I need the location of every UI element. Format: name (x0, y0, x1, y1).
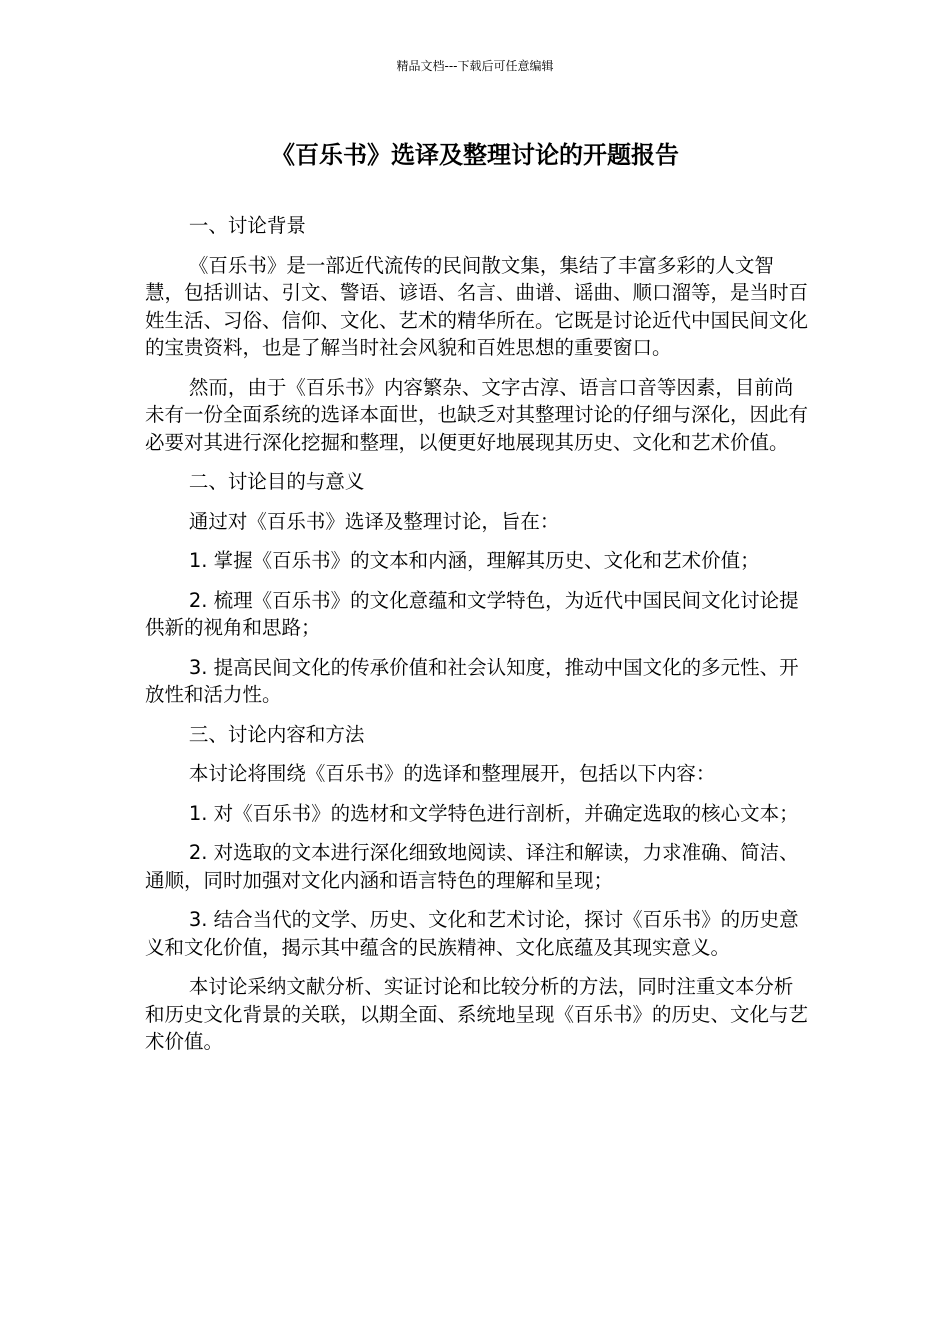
section-heading-content-method: 三、讨论内容和方法 (188, 722, 365, 746)
list-item-purpose-2: 2. 梳理《百乐书》的文化意蕴和文学特色，为近代中国民间文化讨论提供新的视角和思路； (145, 588, 799, 639)
list-item-purpose-3: 3. 提高民间文化的传承价值和社会认知度，推动中国文化的多元性、开放性和活力性。 (145, 655, 799, 706)
paragraph-method: 本讨论采纳文献分析、实证讨论和比较分析的方法，同时注重文本分析和历史文化背景的关联，以期全面、系统地呈现《百乐书》的历史、文化与艺术价值。 (145, 975, 809, 1053)
document-body (145, 212, 810, 1068)
list-item-content-2: 2. 对选取的文本进行深化细致地阅读、译注和解读，力求准确、简洁、通顺，同时加强对文化内涵和语言特色的理解和呈现； (145, 841, 799, 892)
paragraph-background-problem: 然而，由于《百乐书》内容繁杂、文字古淳、语言口音等因素，目前尚未有一份全面系统的选译本面世，也缺乏对其整理讨论的仔细与深化，因此有必要对其进行深化挖掘和整理，以便更好地展现其历史、文化和艺术价值。 (145, 375, 809, 454)
section-heading-purpose: 二、讨论目的与意义 (188, 470, 365, 493)
list-item-content-1: 1. 对《百乐书》的选材和文学特色进行剖析，并确定选取的核心文本； (188, 801, 799, 825)
section-heading-background: 一、讨论背景 (188, 214, 306, 237)
paragraph-background-intro: 《百乐书》是一部近代流传的民间散文集，集结了丰富多彩的人文智慧，包括训诂、引文、警语、谚语、名言、曲谱、谣曲、顺口溜等，是当时百姓生活、习俗、信仰、文化、艺术的精华所在。它既是讨论近代中国民间文化的宝贵资料，也是了解当时社会风貌和百姓思想的重要窗口。 (145, 253, 809, 359)
paragraph-purpose-intro: 通过对《百乐书》选译及整理讨论，旨在： (188, 509, 560, 533)
document-title: 《百乐书》选译及整理讨论的开题报告 (271, 141, 679, 169)
paragraph-content-intro: 本讨论将围绕《百乐书》的选译和整理展开，包括以下内容： (188, 762, 716, 785)
list-item-purpose-1: 1. 掌握《百乐书》的文本和内涵，理解其历史、文化和艺术价值； (188, 549, 760, 572)
page-header: 精品文档---下载后可任意编辑 (396, 59, 554, 73)
list-item-content-3: 3. 结合当代的文学、历史、文化和艺术讨论，探讨《百乐书》的历史意义和文化价值，揭示其中蕴含的民族精神、文化底蕴及其现实意义。 (145, 908, 799, 959)
